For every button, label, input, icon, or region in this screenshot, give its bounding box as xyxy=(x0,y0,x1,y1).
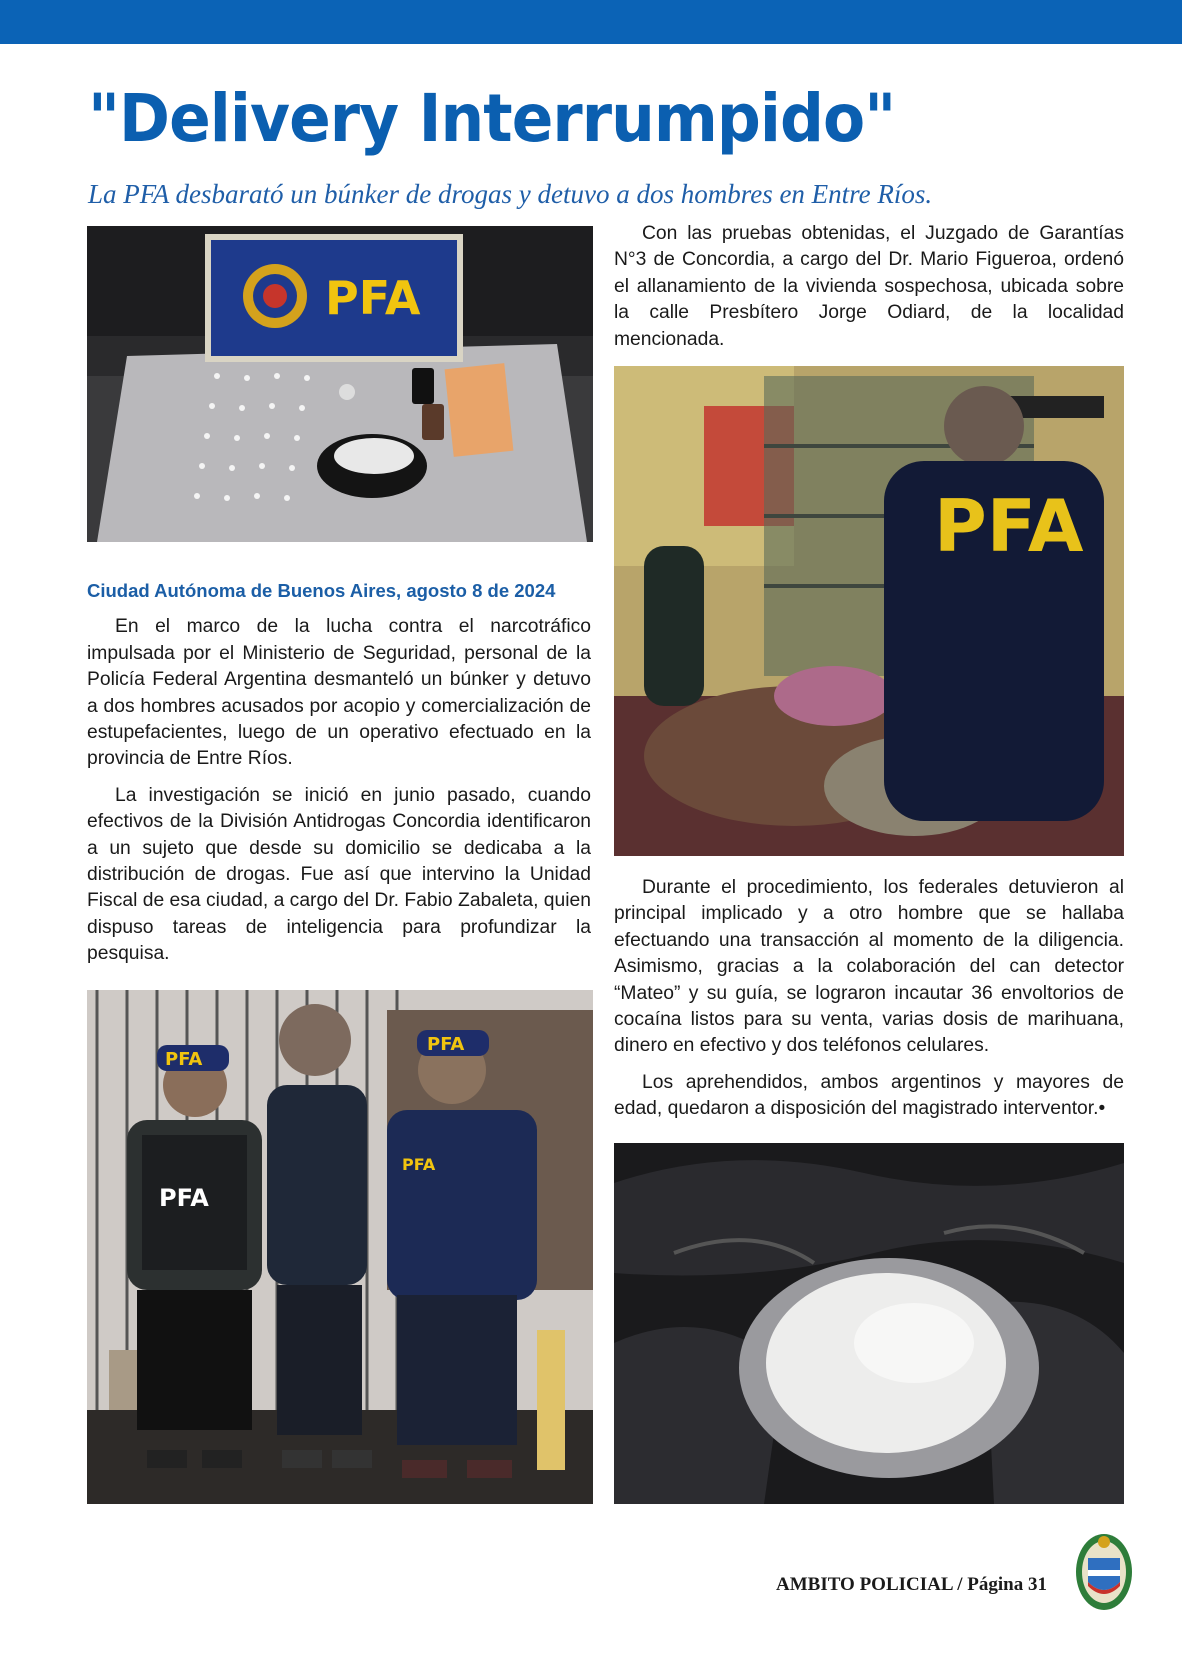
left-column xyxy=(87,578,591,978)
evidence-photo xyxy=(87,226,593,542)
paragraph: Los aprehendidos, ambos argentinos y mayores de edad, quedaron a disposición del magistrado interventor.• xyxy=(614,1071,1124,1120)
paragraph: Con las pruebas obtenidas, el Juzgado de Garantías N°3 de Concordia, a cargo del Dr. Mario Figueroa, ordenó el allanamiento de la vivienda sospechosa, ubicada sobre la calle Presbítero Jorge Odiard, de la localidad mencionada. xyxy=(614,223,1124,350)
vest-left-text: PFA xyxy=(159,1184,209,1212)
paragraph: En el marco de la lucha contra el narcotráfico impulsada por el Ministerio de Seguridad, personal de la Policía Federal Argentina desmanteló un búnker y detuvo a dos hombres acusados por acopio y comercialización de estupefacientes, luego de un operativo efectuado en la provincia de Entre Ríos. xyxy=(87,616,591,770)
footer-page-label: AMBITO POLICIAL / Página 31 xyxy=(776,1574,1047,1595)
seized-drugs-photo xyxy=(614,1143,1124,1504)
cap-right-text: PFA xyxy=(427,1034,465,1055)
header-bar xyxy=(0,0,1182,44)
vest-right-text: PFA xyxy=(402,1155,436,1174)
raid-vest-text: PFA xyxy=(934,484,1084,568)
dateline: Ciudad Autónoma de Buenos Aires, agosto 8 de 2024 xyxy=(87,580,556,601)
paragraph: La investigación se inició en junio pasado, cuando efectivos de la División Antidrogas Concordia identificaron a un sujeto que desde su domicilio se dedicaba a la distribución de drogas. Fue así que intervino la Unidad Fiscal de esa ciudad, a cargo del Dr. Fabio Zabaleta, quien dispuso tareas de inteligencia para profundizar la pesquisa. xyxy=(87,784,591,965)
paragraph: Durante el procedimiento, los federales detuvieron al principal implicado y a otro hombre que se hallaba efectuando una transacción al momento de la diligencia. Asimismo, gracias a la colaboración del can detector “Mateo” y su guía, se lograron incautar 36 envoltorios de cocaína listos para su venta, varias dosis de marihuana, dinero en efectivo y dos teléfonos celulares. xyxy=(614,877,1124,1057)
evidence-banner-text: PFA xyxy=(325,271,421,325)
police-emblem-icon xyxy=(1074,1530,1134,1612)
raid-photo xyxy=(614,366,1124,856)
article-title: "Delivery Interrumpido" xyxy=(88,80,896,157)
detainees-photo xyxy=(87,990,593,1504)
article-subtitle: La PFA desbarató un búnker de drogas y detuvo a dos hombres en Entre Ríos. xyxy=(88,179,933,209)
right-column-top xyxy=(614,221,1124,363)
cap-left-text: PFA xyxy=(165,1049,203,1070)
right-column-mid xyxy=(614,875,1124,1133)
